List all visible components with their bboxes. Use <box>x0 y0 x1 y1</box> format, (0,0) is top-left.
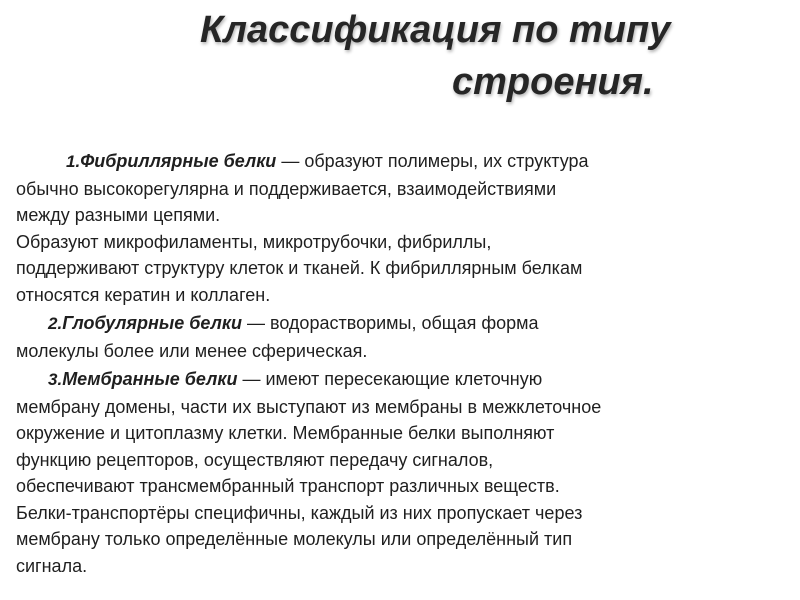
title-line-2: строения. <box>452 61 654 103</box>
item-term: Фибриллярные белки <box>80 151 277 171</box>
list-item-fibrillar <box>16 148 791 308</box>
item-text-line: — водорастворимы, общая форма <box>241 313 539 333</box>
item-number: 2. <box>48 314 63 333</box>
item-text-line: функцию рецепторов, осуществляют передачу сигналов, <box>16 449 494 470</box>
item-text-line: сигнала. <box>16 555 88 576</box>
item-term: Мембранные белки <box>62 369 238 389</box>
item-text-line: Белки-транспортёры специфичны, каждый из них пропускает через <box>16 502 583 523</box>
list-item-globular <box>16 310 791 364</box>
item-text-line: окружение и цитоплазму клетки. Мембранные белки выполняют <box>16 423 555 443</box>
item-text-line: мембрану домены, части их выступают из мембраны в межклеточное <box>16 396 602 417</box>
item-text-line: молекулы более или менее сферическая. <box>16 340 368 361</box>
item-term: Глобулярные белки <box>62 313 242 333</box>
title-line-1: Классификация по типу <box>200 9 671 51</box>
item-text-line: обычно высокорегулярна и поддерживается, взаимодействиями <box>16 178 557 199</box>
slide-title <box>0 4 800 108</box>
item-text-line: мембрану только определённые молекулы или определённый тип <box>16 529 573 549</box>
list-item-membrane <box>16 366 791 579</box>
item-text-line: Образуют микрофиламенты, микротрубочки, фибриллы, <box>16 231 492 252</box>
item-text-line: относятся кератин и коллаген. <box>16 284 271 305</box>
item-text-line: — имеют пересекающие клеточную <box>237 369 543 389</box>
item-number: 1. <box>66 152 81 171</box>
item-text-line: между разными цепями. <box>16 205 221 225</box>
item-text-line: обеспечивают трансмембранный транспорт различных веществ. <box>16 476 560 496</box>
item-number: 3. <box>48 370 63 389</box>
item-text-line: — образуют полимеры, их структура <box>276 151 589 171</box>
slide-body <box>16 148 791 579</box>
item-text-line: поддерживают структуру клеток и тканей. К фибриллярным белкам <box>16 258 583 278</box>
